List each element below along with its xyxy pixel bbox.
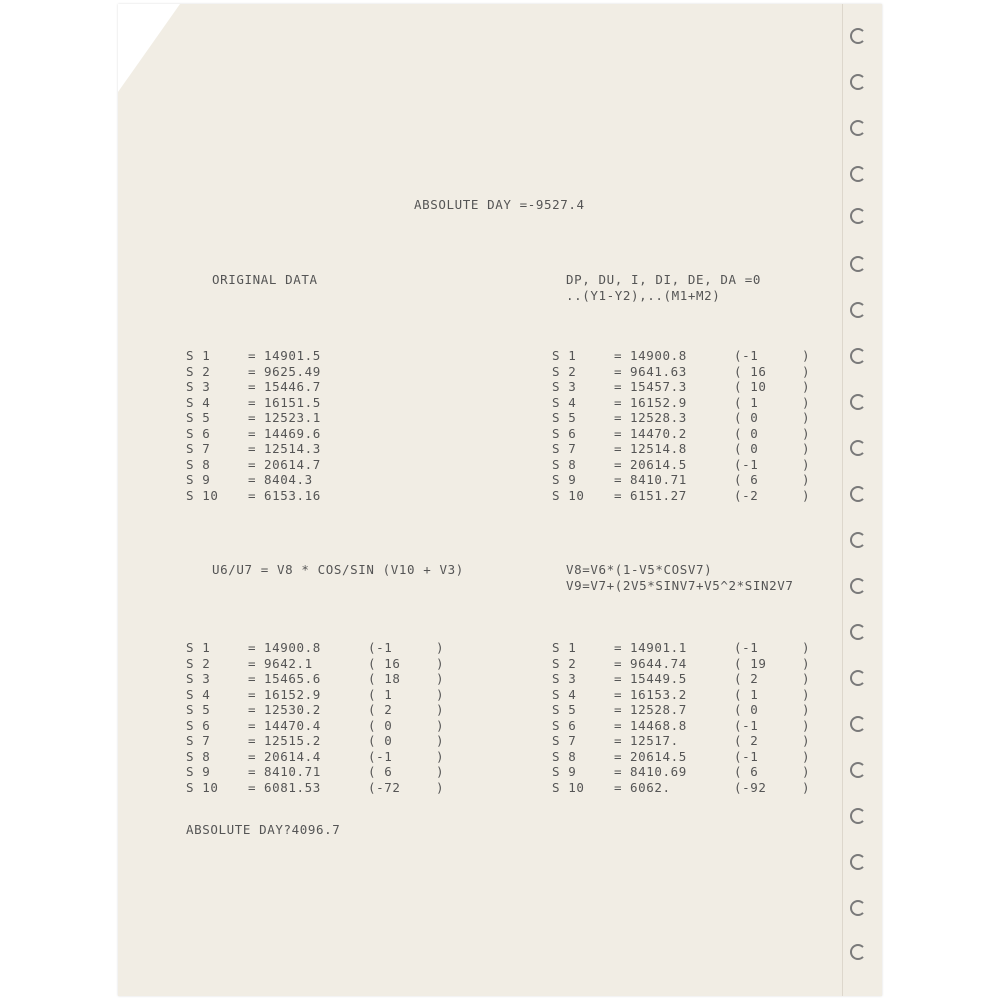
row-close-paren: ) [802,686,811,702]
equals-sign: = [248,363,257,379]
original-data-title: ORIGINAL DATA [212,272,318,287]
row-label: S 1 [186,348,211,363]
table-row [186,671,486,687]
equals-sign: = [614,379,623,394]
table-row [552,733,832,749]
row-value: 12528.3 [630,410,687,425]
row-label: S 2 [186,363,211,379]
table-row [552,687,832,703]
equals-sign: = [248,441,257,456]
row-value: 16153.2 [630,686,687,702]
row-value: 8410.71 [264,764,321,779]
equals-sign: = [248,764,257,779]
cos-sin-table [186,640,486,795]
feed-hole-icon [850,28,866,44]
row-value: 14900.8 [630,348,687,363]
feed-hole-icon [850,394,866,410]
row-close-paren: ) [802,456,811,472]
row-deviation: (-1 [734,640,759,655]
row-deviation: ( 6 [734,472,759,487]
row-value: 6081.53 [264,779,321,795]
equals-sign: = [614,640,623,655]
row-deviation: ( 1 [734,394,759,410]
table-row [552,426,832,442]
feed-hole-icon [850,900,866,916]
table-row [186,364,486,380]
row-value: 9641.63 [630,363,687,379]
row-deviation: (-1 [734,717,759,733]
row-close-paren: ) [802,425,811,441]
table-row [186,702,486,718]
table-row [552,764,832,780]
row-value: 14901.5 [264,348,321,363]
row-close-paren: ) [802,748,811,764]
row-close-paren: ) [802,472,811,487]
row-value: 6062. [630,779,671,795]
deviation-table-top [552,348,832,503]
equals-sign: = [248,640,257,655]
table-row [552,379,832,395]
row-deviation: ( 0 [734,425,759,441]
feed-hole-icon [850,74,866,90]
row-value: 12528.7 [630,702,687,717]
table-row [552,441,832,457]
row-close-paren: ) [802,379,811,394]
feed-hole-icon [850,440,866,456]
equals-sign: = [614,779,623,795]
row-value: 12514.8 [630,441,687,456]
table-row [186,395,486,411]
row-label: S 1 [552,640,577,655]
row-label: S 6 [186,425,211,441]
row-value: 15465.6 [264,671,321,686]
table-row [186,457,486,473]
row-close-paren: ) [802,394,811,410]
row-value: 15449.5 [630,671,687,686]
feed-hole-icon [850,716,866,732]
equals-sign: = [614,655,623,671]
formula-title-line1: DP, DU, I, DI, DE, DA =0 [566,272,762,287]
absolute-day-heading: ABSOLUTE DAY =-9527.4 [414,197,585,212]
equals-sign: = [248,348,257,363]
row-label: S 10 [186,487,219,503]
row-deviation: ( 0 [368,733,393,748]
row-deviation: ( 1 [734,686,759,702]
row-deviation: ( 18 [368,671,401,686]
equals-sign: = [614,456,623,472]
row-close-paren: ) [436,764,445,779]
formula-title-line2: ..(Y1-Y2),..(M1+M2) [566,288,721,303]
table-row [186,410,486,426]
row-label: S 2 [552,363,577,379]
table-row [186,472,486,488]
equals-sign: = [248,702,257,717]
equals-sign: = [614,764,623,779]
row-close-paren: ) [436,702,445,717]
row-value: 14470.2 [630,425,687,441]
row-label: S 5 [552,410,577,425]
row-close-paren: ) [802,717,811,733]
row-deviation: (-92 [734,779,767,795]
row-value: 9642.1 [264,655,313,671]
original-data-table [186,348,486,503]
row-close-paren: ) [802,348,811,363]
row-close-paren: ) [802,671,811,686]
row-deviation: ( 0 [734,410,759,425]
table-row [186,764,486,780]
equals-sign: = [614,487,623,503]
equals-sign: = [614,671,623,686]
row-label: S 7 [552,733,577,748]
table-row [552,749,832,765]
feed-hole-icon [850,208,866,224]
row-deviation: (-1 [734,456,759,472]
row-label: S 1 [186,640,211,655]
row-close-paren: ) [436,655,445,671]
row-value: 15457.3 [630,379,687,394]
row-value: 8404.3 [264,472,313,487]
table-row [552,395,832,411]
row-deviation: ( 10 [734,379,767,394]
row-value: 6151.27 [630,487,687,503]
row-value: 20614.7 [264,456,321,472]
row-label: S 2 [186,655,211,671]
row-label: S 8 [186,748,211,764]
feed-hole-icon [850,808,866,824]
table-row [552,780,832,796]
row-label: S 6 [552,717,577,733]
feed-hole-icon [850,670,866,686]
equals-sign: = [248,717,257,733]
row-deviation: ( 0 [734,441,759,456]
feed-hole-icon [850,302,866,318]
feed-hole-icon [850,944,866,960]
equals-sign: = [614,748,623,764]
row-label: S 7 [552,441,577,456]
row-value: 12514.3 [264,441,321,456]
table-row [552,702,832,718]
table-row [552,348,832,364]
row-value: 16151.5 [264,394,321,410]
row-deviation: (-1 [734,348,759,363]
equals-sign: = [248,472,257,487]
feed-hole-icon [850,854,866,870]
equals-sign: = [248,487,257,503]
row-label: S 4 [552,686,577,702]
feed-hole-icon [850,166,866,182]
row-label: S 5 [186,702,211,717]
row-deviation: ( 6 [734,764,759,779]
row-deviation: ( 0 [368,717,393,733]
equals-sign: = [248,733,257,748]
row-deviation: (-2 [734,487,759,503]
table-row [186,656,486,672]
table-row [186,687,486,703]
row-label: S 6 [552,425,577,441]
row-close-paren: ) [802,702,811,717]
table-row [186,441,486,457]
folded-corner [118,4,180,92]
feed-hole-icon [850,486,866,502]
row-deviation: (-1 [734,748,759,764]
row-label: S 8 [552,748,577,764]
row-deviation: ( 1 [368,686,393,702]
equals-sign: = [248,379,257,394]
table-row [552,364,832,380]
row-label: S 5 [552,702,577,717]
row-close-paren: ) [436,733,445,748]
equals-sign: = [248,456,257,472]
row-value: 9625.49 [264,363,321,379]
table-row [552,488,832,504]
row-label: S 2 [552,655,577,671]
row-label: S 10 [552,779,585,795]
row-label: S 8 [186,456,211,472]
row-label: S 3 [552,671,577,686]
row-close-paren: ) [802,733,811,748]
feed-hole-icon [850,120,866,136]
equals-sign: = [614,363,623,379]
table-row [186,718,486,734]
row-value: 9644.74 [630,655,687,671]
cos-sin-formula-title: U6/U7 = V8 * COS/SIN (V10 + V3) [212,562,464,577]
table-row [186,780,486,796]
table-row [186,749,486,765]
row-label: S 4 [186,394,211,410]
table-row [186,640,486,656]
row-value: 8410.71 [630,472,687,487]
row-value: 20614.5 [630,748,687,764]
table-row [186,348,486,364]
row-label: S 9 [186,472,211,487]
equals-sign: = [248,671,257,686]
row-close-paren: ) [802,640,811,655]
row-close-paren: ) [802,410,811,425]
equals-sign: = [614,472,623,487]
table-row [552,718,832,734]
feed-hole-icon [850,578,866,594]
row-label: S 4 [186,686,211,702]
row-label: S 9 [552,472,577,487]
table-row [552,457,832,473]
feed-hole-icon [850,532,866,548]
row-deviation: ( 2 [734,671,759,686]
perforation-line [842,4,843,996]
equals-sign: = [248,655,257,671]
table-row [186,488,486,504]
row-close-paren: ) [436,686,445,702]
row-value: 12517. [630,733,679,748]
equals-sign: = [248,686,257,702]
row-value: 14900.8 [264,640,321,655]
table-row [186,733,486,749]
equals-sign: = [248,779,257,795]
row-label: S 7 [186,441,211,456]
row-label: S 10 [552,487,585,503]
table-row [552,472,832,488]
row-close-paren: ) [436,717,445,733]
row-value: 16152.9 [264,686,321,702]
row-close-paren: ) [802,764,811,779]
row-label: S 5 [186,410,211,425]
row-deviation: ( 6 [368,764,393,779]
table-row [552,640,832,656]
row-close-paren: ) [802,779,811,795]
equals-sign: = [248,748,257,764]
row-label: S 3 [186,671,211,686]
table-row [186,379,486,395]
row-close-paren: ) [802,487,811,503]
row-deviation: (-1 [368,640,393,655]
row-label: S 3 [552,379,577,394]
row-deviation: ( 0 [734,702,759,717]
row-close-paren: ) [436,671,445,686]
equals-sign: = [614,348,623,363]
equals-sign: = [248,410,257,425]
equals-sign: = [614,686,623,702]
row-label: S 6 [186,717,211,733]
row-value: 12530.2 [264,702,321,717]
row-value: 14469.6 [264,425,321,441]
row-close-paren: ) [436,779,445,795]
equals-sign: = [614,410,623,425]
equals-sign: = [614,717,623,733]
row-value: 20614.4 [264,748,321,764]
row-label: S 9 [552,764,577,779]
v8-formula-title: V8=V6*(1-V5*COSV7) [566,562,713,577]
v8-v9-table [552,640,832,795]
row-label: S 1 [552,348,577,363]
row-label: S 4 [552,394,577,410]
row-close-paren: ) [436,640,445,655]
row-value: 8410.69 [630,764,687,779]
row-deviation: ( 16 [368,655,401,671]
equals-sign: = [248,425,257,441]
row-value: 20614.5 [630,456,687,472]
equals-sign: = [614,441,623,456]
row-label: S 7 [186,733,211,748]
absolute-day-prompt: ABSOLUTE DAY?4096.7 [186,822,341,837]
row-deviation: ( 16 [734,363,767,379]
row-deviation: ( 2 [368,702,393,717]
equals-sign: = [614,425,623,441]
row-value: 12515.2 [264,733,321,748]
table-row [552,410,832,426]
row-value: 14470.4 [264,717,321,733]
row-value: 15446.7 [264,379,321,394]
equals-sign: = [614,394,623,410]
row-value: 6153.16 [264,487,321,503]
feed-hole-icon [850,762,866,778]
row-close-paren: ) [802,655,811,671]
row-value: 16152.9 [630,394,687,410]
row-close-paren: ) [802,441,811,456]
equals-sign: = [248,394,257,410]
row-deviation: (-1 [368,748,393,764]
row-label: S 3 [186,379,211,394]
row-label: S 9 [186,764,211,779]
row-close-paren: ) [802,363,811,379]
table-row [186,426,486,442]
table-row [552,656,832,672]
feed-hole-icon [850,624,866,640]
row-close-paren: ) [436,748,445,764]
row-deviation: (-72 [368,779,401,795]
equals-sign: = [614,702,623,717]
equals-sign: = [614,733,623,748]
table-row [552,671,832,687]
row-label: S 10 [186,779,219,795]
row-label: S 8 [552,456,577,472]
row-value: 14901.1 [630,640,687,655]
row-deviation: ( 2 [734,733,759,748]
row-deviation: ( 19 [734,655,767,671]
v9-formula-title: V9=V7+(2V5*SINV7+V5^2*SIN2V7 [566,578,794,593]
feed-hole-icon [850,348,866,364]
feed-hole-icon [850,256,866,272]
row-value: 12523.1 [264,410,321,425]
row-value: 14468.8 [630,717,687,733]
